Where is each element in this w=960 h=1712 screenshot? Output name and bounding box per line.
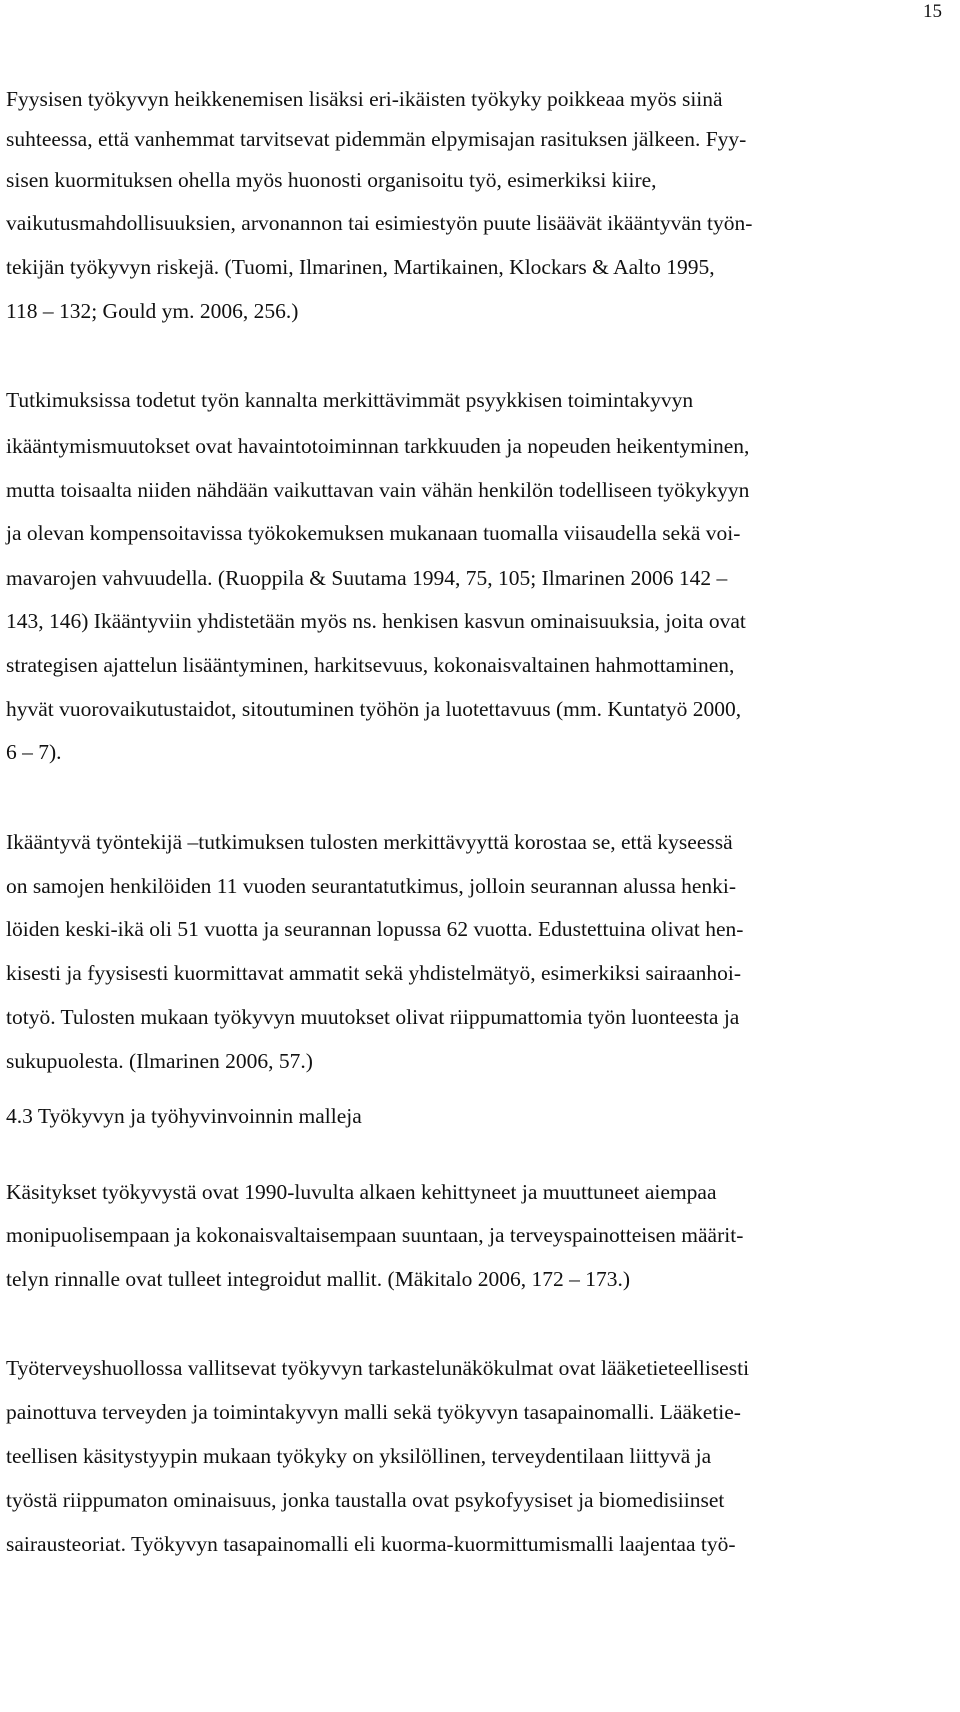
text-line: on samojen henkilöiden 11 vuoden seurantatutkimus, jolloin seurannan alussa henki- bbox=[6, 874, 737, 898]
text-line: monipuolisempaan ja kokonaisvaltaisempaan suuntaan, ja terveyspainotteisen määrit- bbox=[6, 1223, 744, 1247]
text-line: mavarojen vahvuudella. (Ruoppila & Suutama 1994, 75, 105; Ilmarinen 2006 142 – bbox=[6, 566, 728, 590]
text-line: Työterveyshuollossa vallitsevat työkyvyn tarkastelunäkökulmat ovat lääketieteellisesti bbox=[6, 1356, 750, 1380]
text-line: 143, 146) Ikääntyviin yhdistetään myös ns. henkisen kasvun ominaisuuksia, joita ovat bbox=[6, 609, 746, 633]
text-line: ikääntymismuutokset ovat havaintotoiminnan tarkkuuden ja nopeuden heikentyminen, bbox=[6, 434, 750, 458]
text-line: Fyysisen työkyvyn heikkenemisen lisäksi eri-ikäisten työkyky poikkeaa myös siinä bbox=[6, 87, 723, 111]
text-line: telyn rinnalle ovat tulleet integroidut mallit. (Mäkitalo 2006, 172 – 173.) bbox=[6, 1267, 630, 1291]
text-line: sukupuolesta. (Ilmarinen 2006, 57.) bbox=[6, 1049, 313, 1073]
text-line: 118 – 132; Gould ym. 2006, 256.) bbox=[6, 299, 299, 323]
text-line: teellisen käsitystyypin mukaan työkyky on yksilöllinen, terveydentilaan liittyvä ja bbox=[6, 1444, 712, 1468]
text-line: hyvät vuorovaikutustaidot, sitoutuminen työhön ja luotettavuus (mm. Kuntatyö 2000, bbox=[6, 697, 742, 721]
text-line: sisen kuormituksen ohella myös huonosti organisoitu työ, esimerkiksi kiire, bbox=[6, 168, 657, 192]
text-line: Tutkimuksissa todetut työn kannalta merkittävimmät psyykkisen toimintakyvyn bbox=[6, 388, 694, 412]
text-line: työstä riippumaton ominaisuus, jonka taustalla ovat psykofyysiset ja biomedisiinset bbox=[6, 1488, 725, 1512]
text-line: kisesti ja fyysisesti kuormittavat ammatit sekä yhdistelmätyö, esimerkiksi sairaanhoi- bbox=[6, 961, 742, 985]
text-line: ja olevan kompensoitavissa työkokemuksen mukanaan tuomalla viisaudella sekä voi- bbox=[6, 521, 741, 545]
text-line: totyö. Tulosten mukaan työkyvyn muutokset olivat riippumattomia työn luonteesta ja bbox=[6, 1005, 740, 1029]
page-number: 15 bbox=[923, 1, 942, 22]
text-line: löiden keski-ikä oli 51 vuotta ja seurannan lopussa 62 vuotta. Edustettuina olivat hen- bbox=[6, 917, 744, 941]
text-line: 6 – 7). bbox=[6, 740, 62, 764]
text-line: suhteessa, että vanhemmat tarvitsevat pidemmän elpymisajan rasituksen jälkeen. Fyy- bbox=[6, 127, 747, 151]
text-line: painottuva terveyden ja toimintakyvyn malli sekä työkyvyn tasapainomalli. Lääketie- bbox=[6, 1400, 741, 1424]
section-heading: 4.3 Työkyvyn ja työhyvinvoinnin malleja bbox=[6, 1104, 362, 1128]
text-line: vaikutusmahdollisuuksien, arvonannon tai esimiestyön puute lisäävät ikääntyvän työn- bbox=[6, 211, 753, 235]
text-line: Käsitykset työkyvystä ovat 1990-luvulta alkaen kehittyneet ja muuttuneet aiempaa bbox=[6, 1180, 717, 1204]
text-line: strategisen ajattelun lisääntyminen, harkitsevuus, kokonaisvaltainen hahmottaminen, bbox=[6, 653, 735, 677]
text-line: sairausteoriat. Työkyvyn tasapainomalli eli kuorma-kuormittumismalli laajentaa työ- bbox=[6, 1532, 736, 1556]
text-line: mutta toisaalta niiden nähdään vaikuttavan vain vähän henkilön todelliseen työkykyyn bbox=[6, 478, 750, 502]
text-line: tekijän työkyvyn riskejä. (Tuomi, Ilmarinen, Martikainen, Klockars & Aalto 1995, bbox=[6, 255, 715, 279]
text-line: Ikääntyvä työntekijä –tutkimuksen tulosten merkittävyyttä korostaa se, että kyseessä bbox=[6, 830, 733, 854]
